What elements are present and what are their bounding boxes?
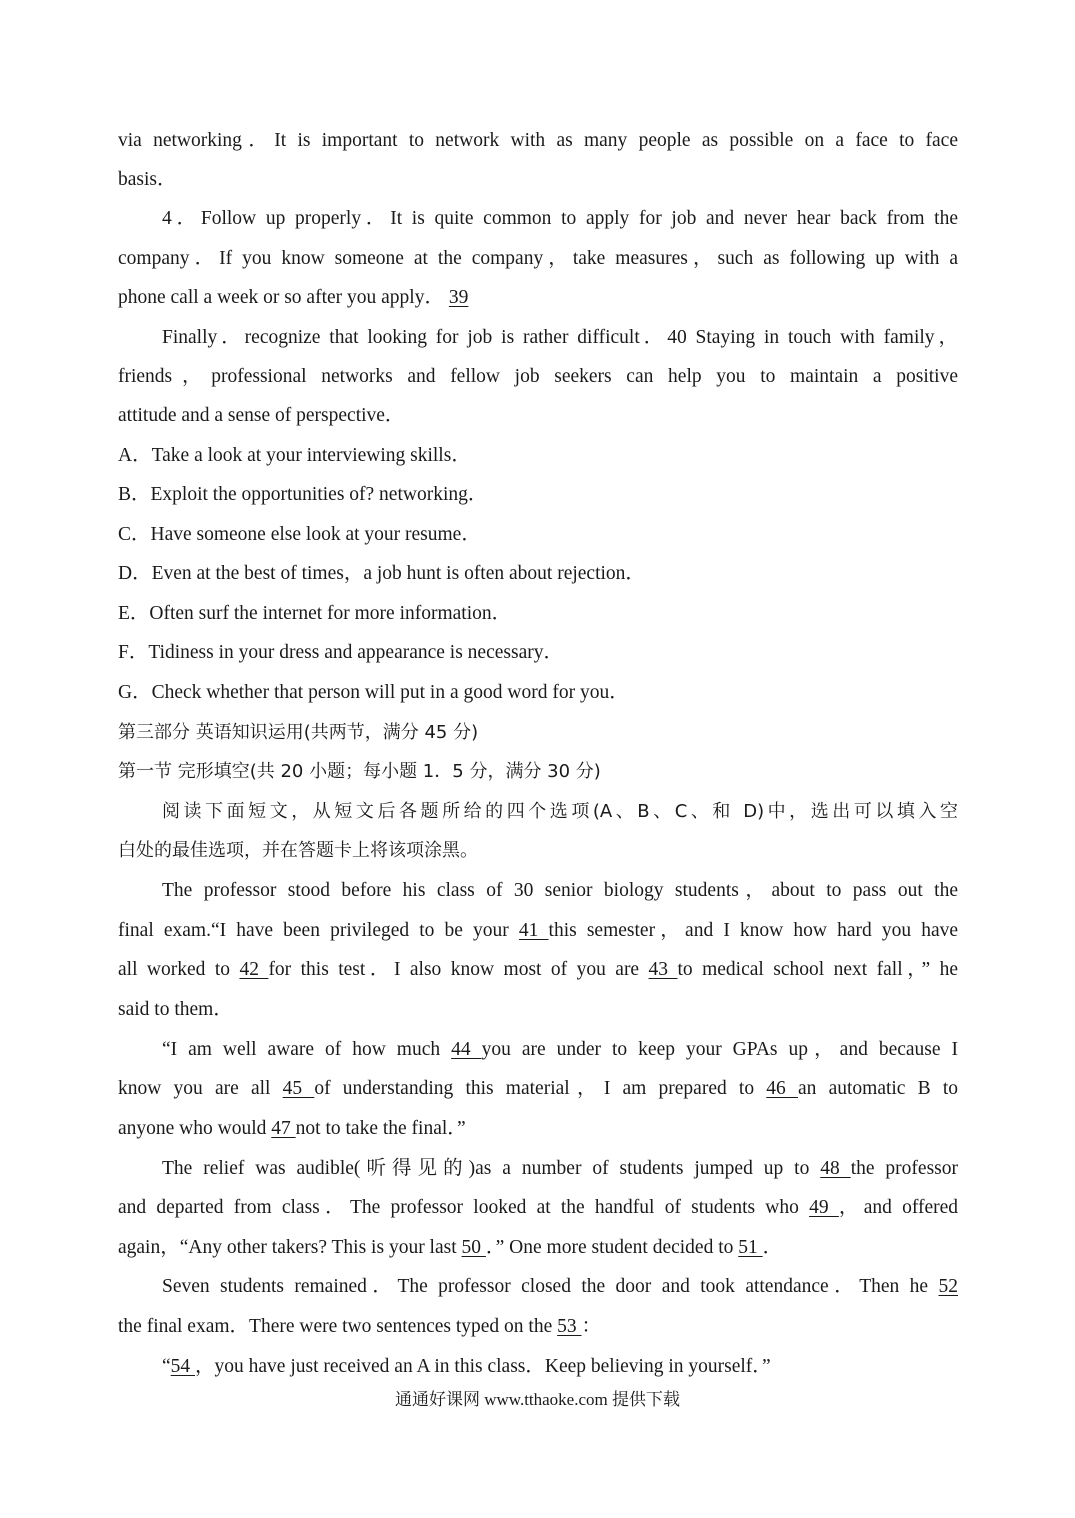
- cloze-text: the final exam．There were two sentences typed on the: [118, 1316, 558, 1337]
- cloze-text: of understanding this material，I am prepared to: [314, 1078, 767, 1099]
- option-d: D．Even at the best of times，a job hunt is often about rejection．: [118, 563, 645, 584]
- cloze-text: Seven students remained．The professor closed the door and took attendance．Then he: [162, 1276, 939, 1297]
- cloze-text: “I am well aware of how much: [162, 1039, 452, 1060]
- cloze-text: know you are all: [118, 1078, 283, 1099]
- cloze-text: anyone who would: [118, 1118, 272, 1139]
- cloze-line: [118, 957, 958, 983]
- option-a: A．Take a look at your interviewing skills．: [118, 445, 471, 466]
- passage-text: phone call a week or so after you apply．: [118, 287, 444, 308]
- passage-line: friends，professional networks and fellow job seekers can help you to maintain a positive: [118, 366, 958, 387]
- cloze-text: ．” One more student decided to: [485, 1237, 739, 1258]
- part-title: 第三部分 英语知识运用(共两节，满分 45 分): [118, 722, 479, 743]
- blank-45: 45: [282, 1078, 315, 1099]
- blank-48: 48: [820, 1158, 851, 1179]
- blank-46: 46: [766, 1078, 798, 1099]
- cloze-text: an automatic B to: [797, 1078, 959, 1099]
- cloze-line: [118, 1235, 958, 1261]
- passage-line: 4．Follow up properly．It is quite common to apply for job and never hear back from the: [162, 208, 958, 229]
- cloze-text: The relief was audible(听得见的)as a number of students jumped up to: [162, 1158, 821, 1179]
- cloze-text: this semester，and I know how hard you have: [548, 920, 959, 941]
- cloze-text: for this test．I also know most of you are: [268, 959, 649, 980]
- cloze-text: not to take the final．”: [295, 1118, 466, 1139]
- cloze-text: to medical school next fall，” he: [677, 959, 959, 980]
- blank-52: 52: [938, 1276, 958, 1297]
- option-g: G．Check whether that person will put in a good word for you．: [118, 682, 629, 703]
- cloze-line: [118, 918, 958, 944]
- cloze-text: ，you have just received an A in this class．Keep believing in yourself．”: [195, 1356, 771, 1377]
- cloze-text: ，and offered: [838, 1197, 959, 1218]
- blank-42: 42: [239, 959, 269, 980]
- cloze-line: [118, 1116, 958, 1142]
- option-f: F．Tidiness in your dress and appearance is necessary．: [118, 642, 563, 663]
- blank-51: 51: [738, 1237, 763, 1258]
- option-b: B．Exploit the opportunities of? networking．: [118, 484, 488, 505]
- blank-50: 50: [461, 1237, 486, 1258]
- cloze-line: [118, 1195, 958, 1221]
- passage-line: via networking．It is important to network with as many people as possible on a face to face: [118, 130, 958, 151]
- passage-line: [118, 285, 958, 311]
- passage-line: attitude and a sense of perspective．: [118, 405, 405, 426]
- cloze-text: final exam.“I have been privileged to be your: [118, 920, 519, 941]
- instructions-line: 白处的最佳选项，并在答题卡上将该项涂黑。: [118, 840, 478, 861]
- cloze-line: [162, 1354, 958, 1380]
- page-footer: 通通好课网 www.tthaoke.com 提供下载: [394, 1390, 681, 1409]
- blank-41: 41: [518, 920, 549, 941]
- cloze-line: [118, 1314, 958, 1340]
- cloze-line: [162, 1037, 958, 1063]
- cloze-text: ．: [762, 1237, 783, 1258]
- blank-43: 43: [648, 959, 678, 980]
- cloze-line: [162, 1156, 958, 1182]
- blank-47: 47: [271, 1118, 296, 1139]
- blank-44: 44: [451, 1039, 482, 1060]
- instructions-line: 阅读下面短文，从短文后各题所给的四个选项(A、B、C、和 D)中，选出可以填入空: [162, 801, 958, 822]
- passage-line: company．If you know someone at the company，take measures，such as following up with a: [118, 248, 958, 269]
- cloze-text: and departed from class．The professor looked at the handful of students who: [118, 1197, 810, 1218]
- blank-39: 39: [448, 287, 469, 308]
- option-c: C．Have someone else look at your resume．: [118, 524, 481, 545]
- blank-49: 49: [809, 1197, 839, 1218]
- passage-line: basis．: [118, 169, 177, 190]
- cloze-line: [162, 1274, 958, 1300]
- cloze-text: “: [162, 1356, 171, 1377]
- cloze-text: again，“Any other takers? This is your last: [118, 1237, 462, 1258]
- option-e: E．Often surf the internet for more information．: [118, 603, 512, 624]
- cloze-text: ：: [581, 1316, 602, 1337]
- section-title: 第一节 完形填空(共 20 小题；每小题 1．5 分，满分 30 分): [118, 761, 601, 782]
- passage-line: Finally．recognize that looking for job is rather difficult．40 Staying in touch with family，: [162, 327, 958, 348]
- blank-54: 54: [170, 1356, 196, 1377]
- cloze-line: The professor stood before his class of 30 senior biology students，about to pass out the: [162, 880, 958, 901]
- cloze-text: you are under to keep your GPAs up，and because I: [481, 1039, 959, 1060]
- cloze-line: [118, 1076, 958, 1102]
- cloze-text: the professor: [850, 1158, 958, 1179]
- cloze-line: said to them．: [118, 999, 233, 1020]
- cloze-text: all worked to: [118, 959, 240, 980]
- blank-53: 53: [557, 1316, 582, 1337]
